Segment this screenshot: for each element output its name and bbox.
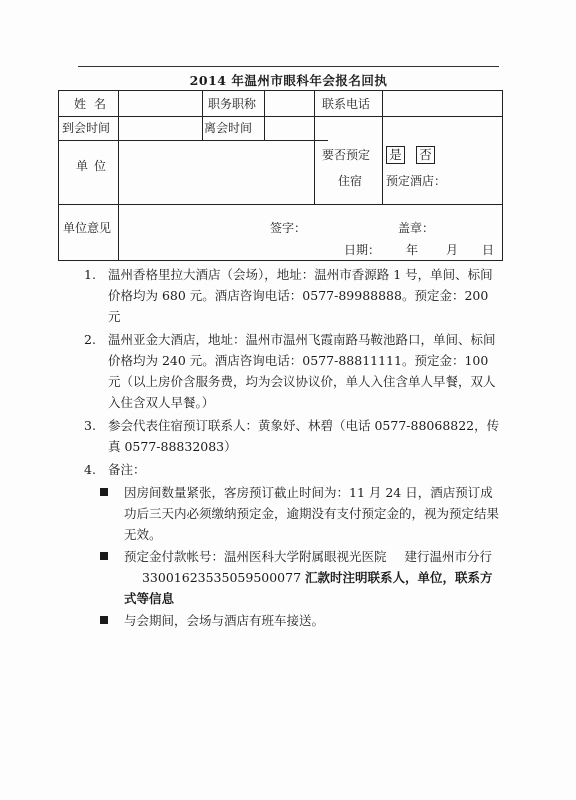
table-line [382, 90, 383, 205]
table-line [118, 90, 119, 261]
square-bullet-icon [100, 616, 108, 624]
item-number: 2. [84, 332, 96, 347]
table-line [58, 116, 503, 117]
remark-shuttle [84, 610, 504, 631]
item-number: 4. [84, 462, 96, 477]
label-position: 职务职称 [208, 97, 257, 111]
remark-emphasis: 汇款时注明联系人，单位，联系方式等信息 [124, 570, 493, 606]
table-line [58, 90, 59, 261]
top-rule [78, 66, 499, 67]
table-line [314, 90, 315, 205]
remark-text: 与会期间，会场与酒店有班车接送。 [124, 613, 325, 628]
table-line [202, 90, 203, 141]
table-line [58, 90, 503, 91]
checkbox-yes[interactable]: 是 [386, 146, 405, 164]
table-line [58, 204, 503, 205]
item-text: 备注： [108, 462, 146, 477]
checkbox-no[interactable]: 否 [416, 146, 435, 164]
label-signature: 签字： [270, 221, 307, 235]
table-line [502, 90, 503, 261]
item-text: 温州亚金大酒店，地址：温州市温州飞霞南路马鞍池路口，单间、标间价格均为 240 元。酒店咨询电话：0577-88811111。预定金：100 元（以上房价含服务费，均为会议协议价，单人入住含单人早餐，双人入住含双人早餐。） [108, 332, 496, 410]
item-number: 3. [84, 418, 96, 433]
remark-payment-account [84, 546, 504, 609]
label-month: 月 [446, 243, 459, 257]
item-text: 参会代表住宿预订联系人：黄象妤、林碧（电话 0577-88068822，传真 0577-88832083） [108, 418, 500, 454]
label-opinion: 单位意见 [63, 221, 112, 235]
table-line [58, 140, 328, 141]
table-line [58, 260, 503, 261]
item-number: 1. [84, 267, 96, 282]
table-line [264, 90, 265, 141]
remark-bank-name: 建行温州市分行 [404, 549, 493, 564]
remark-account-name: 预定金付款帐号：温州医科大学附属眼视光医院 [124, 549, 387, 564]
label-unit: 单位 [76, 159, 113, 173]
list-item [84, 264, 504, 327]
label-need-booking: 要否预定 [322, 148, 371, 162]
list-item [84, 329, 504, 413]
list-item [84, 459, 504, 480]
label-hotel: 预定酒店： [386, 174, 447, 188]
label-lodging: 住宿 [338, 174, 363, 188]
label-departure: 离会时间 [204, 121, 253, 135]
form-title: 2014 年温州市眼科年会报名回执 [189, 73, 388, 88]
label-stamp: 盖章： [398, 221, 435, 235]
list-item [84, 415, 504, 457]
label-day: 日 [482, 243, 495, 257]
remark-account-number: 33001623535059500077 [141, 570, 302, 585]
label-arrival: 到会时间 [62, 121, 111, 135]
remark-text: 因房间数量紧张，客房预订截止时间为：11 月 24 日，酒店预订成功后三天内必须缴纳预定金，逾期没有支付预定金的，视为预定结果无效。 [124, 485, 500, 542]
item-text: 温州香格里拉大酒店（会场），地址：温州市香源路 1 号，单间、标间价格均为 680 元。酒店咨询电话：0577-89988888。预定金：200 元 [108, 267, 493, 324]
notes-list [84, 264, 504, 631]
square-bullet-icon [100, 488, 108, 496]
registration-table [58, 90, 503, 261]
label-name: 姓名 [74, 97, 115, 111]
square-bullet-icon [100, 552, 108, 560]
remark-booking-deadline [84, 482, 504, 545]
label-year: 年 [406, 243, 419, 257]
label-date: 日期： [344, 243, 381, 257]
label-phone: 联系电话 [322, 97, 371, 111]
